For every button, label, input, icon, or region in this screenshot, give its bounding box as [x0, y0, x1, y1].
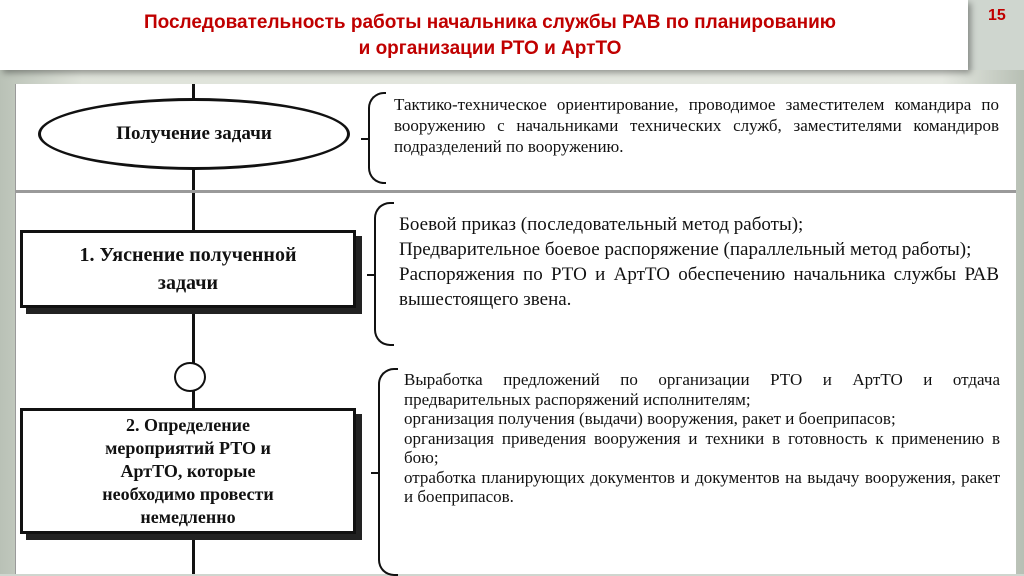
step-2-item-2: организация получения (выдачи) вооружения, ракет и боеприпасов;	[404, 409, 896, 428]
step-1-item-1: Боевой приказ (последовательный метод работы);	[399, 214, 804, 235]
step-receive-task	[38, 98, 350, 170]
step-0-description-text: Тактико-техническое ориентирование, проводимое заместителем командира по вооружению с начальниками технических служб, заместителями командиров подразделений по вооружению.	[394, 95, 999, 156]
flowchart-panel	[15, 84, 1016, 574]
step-2-label-line-4: необходимо провести	[102, 483, 274, 504]
step-0-description	[394, 94, 999, 157]
slide-header	[0, 0, 968, 70]
brace-step-1	[374, 202, 394, 346]
step-2-define-measures	[20, 408, 356, 534]
step-1-item-2: Предварительное боевое распоряжение (параллельный метод работы);	[399, 239, 972, 260]
step-1-clarify-task	[20, 230, 356, 308]
section-divider	[16, 190, 1016, 193]
step-2-label-line-5: немедленно	[140, 506, 236, 527]
step-2-item-4: отработка планирующих документов и документов на выдачу вооружения, ракет и боеприпасов.	[404, 467, 1000, 506]
brace-step-0	[368, 92, 386, 184]
step-2-item-3: организация приведения вооружения и техники в готовность к применению в бою;	[404, 428, 1000, 467]
brace-step-2	[378, 368, 398, 576]
step-2-item-1: Выработка предложений по организации РТО и АртТО и отдача предварительных распоряжений исполнителям;	[404, 370, 1000, 409]
step-1-item-3: Распоряжения по РТО и АртТО обеспечению начальника службы РАВ вышестоящего звена.	[399, 264, 999, 310]
step-1-description	[399, 212, 999, 312]
step-2-label-line-3: АртТО, которые	[120, 460, 256, 481]
step-2-label-line-2: мероприятий РТО и	[105, 437, 271, 458]
step-2-description	[404, 370, 1000, 507]
title-line-2: и организации РТО и АртТО	[358, 38, 622, 59]
step-2-label-line-1: 2. Определение	[125, 414, 251, 435]
step-1-label-line-2: задачи	[157, 272, 219, 294]
flow-connector-circle	[174, 362, 206, 392]
step-1-label-line-1: 1. Уяснение полученной	[79, 244, 297, 266]
page-number: 15	[988, 7, 1006, 24]
title-line-1: Последовательность работы начальника службы РАВ по планированию	[143, 12, 837, 33]
step-receive-task-label: Получение задачи	[116, 123, 272, 144]
slide-title	[20, 10, 960, 62]
